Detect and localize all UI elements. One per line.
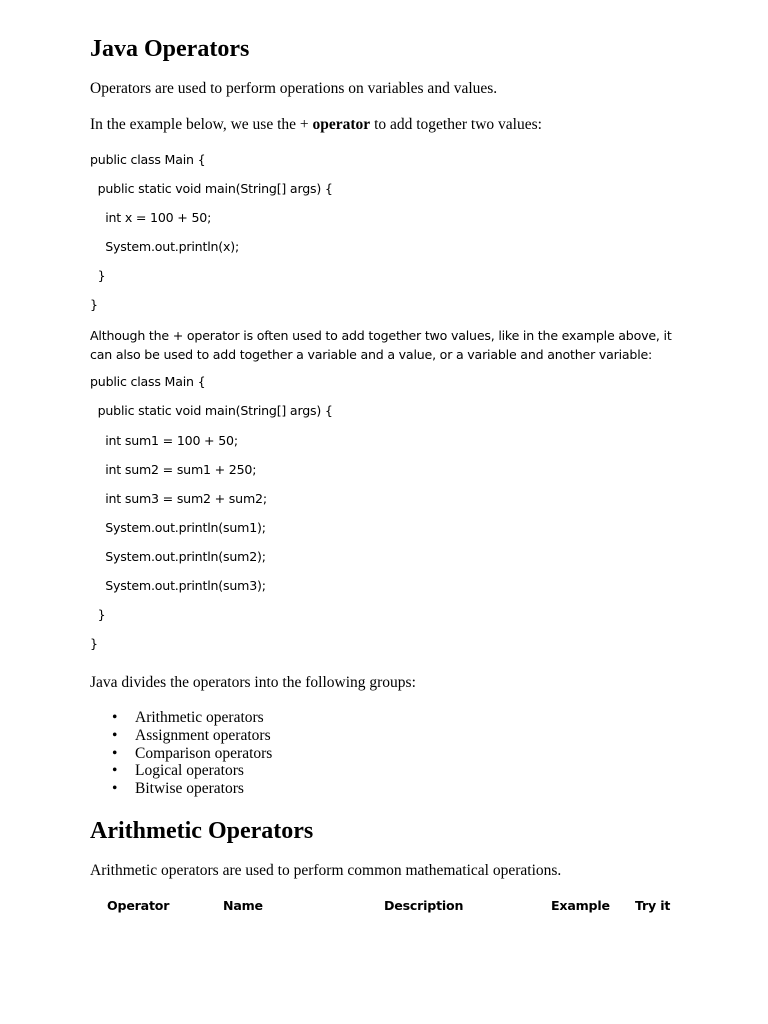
operator-bold: operator bbox=[312, 116, 371, 133]
list-item bbox=[90, 727, 272, 745]
code-line: int sum1 = 100 + 50; bbox=[90, 433, 238, 448]
column-header-description: Description bbox=[384, 898, 464, 913]
list-item-label: Assignment operators bbox=[135, 726, 271, 744]
list-item bbox=[90, 762, 272, 780]
list-item-label: Comparison operators bbox=[135, 744, 273, 762]
code-line: System.out.println(x); bbox=[90, 239, 239, 254]
list-item bbox=[90, 745, 272, 763]
code-line: public class Main { bbox=[90, 374, 206, 389]
code-line: } bbox=[90, 607, 106, 622]
example-intro-paragraph bbox=[90, 115, 542, 135]
operators-table-header bbox=[90, 898, 680, 918]
code-line: System.out.println(sum3); bbox=[90, 578, 266, 593]
bullet-icon: • bbox=[112, 744, 118, 762]
code-line: System.out.println(sum2); bbox=[90, 549, 266, 564]
code-line: } bbox=[90, 297, 98, 312]
column-header-operator: Operator bbox=[107, 898, 170, 913]
bullet-icon: • bbox=[112, 726, 118, 744]
groups-intro-paragraph: Java divides the operators into the following groups: bbox=[90, 674, 416, 691]
arithmetic-intro-paragraph: Arithmetic operators are used to perform common mathematical operations. bbox=[90, 862, 562, 879]
intro-paragraph: Operators are used to perform operations on variables and values. bbox=[90, 80, 498, 97]
section-title-arithmetic: Arithmetic Operators bbox=[90, 818, 314, 844]
example-intro-after: to add together two values: bbox=[370, 116, 542, 133]
code-line: int sum2 = sum1 + 250; bbox=[90, 462, 257, 477]
list-item-label: Bitwise operators bbox=[135, 780, 244, 798]
bullet-icon: • bbox=[112, 709, 118, 726]
list-item-label: Arithmetic operators bbox=[135, 709, 264, 726]
code-line: } bbox=[90, 636, 98, 651]
list-item-label: Logical operators bbox=[135, 762, 244, 780]
bullet-icon: • bbox=[112, 780, 118, 798]
list-item bbox=[90, 709, 272, 727]
bullet-icon: • bbox=[112, 762, 118, 780]
code-line: int x = 100 + 50; bbox=[90, 210, 212, 225]
code-line: public class Main { bbox=[90, 152, 206, 167]
column-header-example: Example bbox=[551, 898, 610, 913]
example-intro-before: In the example below, we use the + bbox=[90, 116, 313, 133]
column-header-name: Name bbox=[223, 898, 263, 913]
code-line: System.out.println(sum1); bbox=[90, 520, 266, 535]
operator-groups-list bbox=[90, 709, 272, 798]
code-line: int sum3 = sum2 + sum2; bbox=[90, 491, 267, 506]
code-line: } bbox=[90, 268, 106, 283]
list-item bbox=[90, 780, 272, 798]
explanation-paragraph: Although the + operator is often used to add together two values, like in the example above, it can also be used to add together a variable and a value, or a variable and another variable: bbox=[90, 328, 672, 362]
column-header-try-it: Try it bbox=[635, 898, 671, 913]
page-title: Java Operators bbox=[90, 36, 250, 62]
code-line: public static void main(String[] args) { bbox=[90, 403, 333, 418]
code-line: public static void main(String[] args) { bbox=[90, 181, 333, 196]
